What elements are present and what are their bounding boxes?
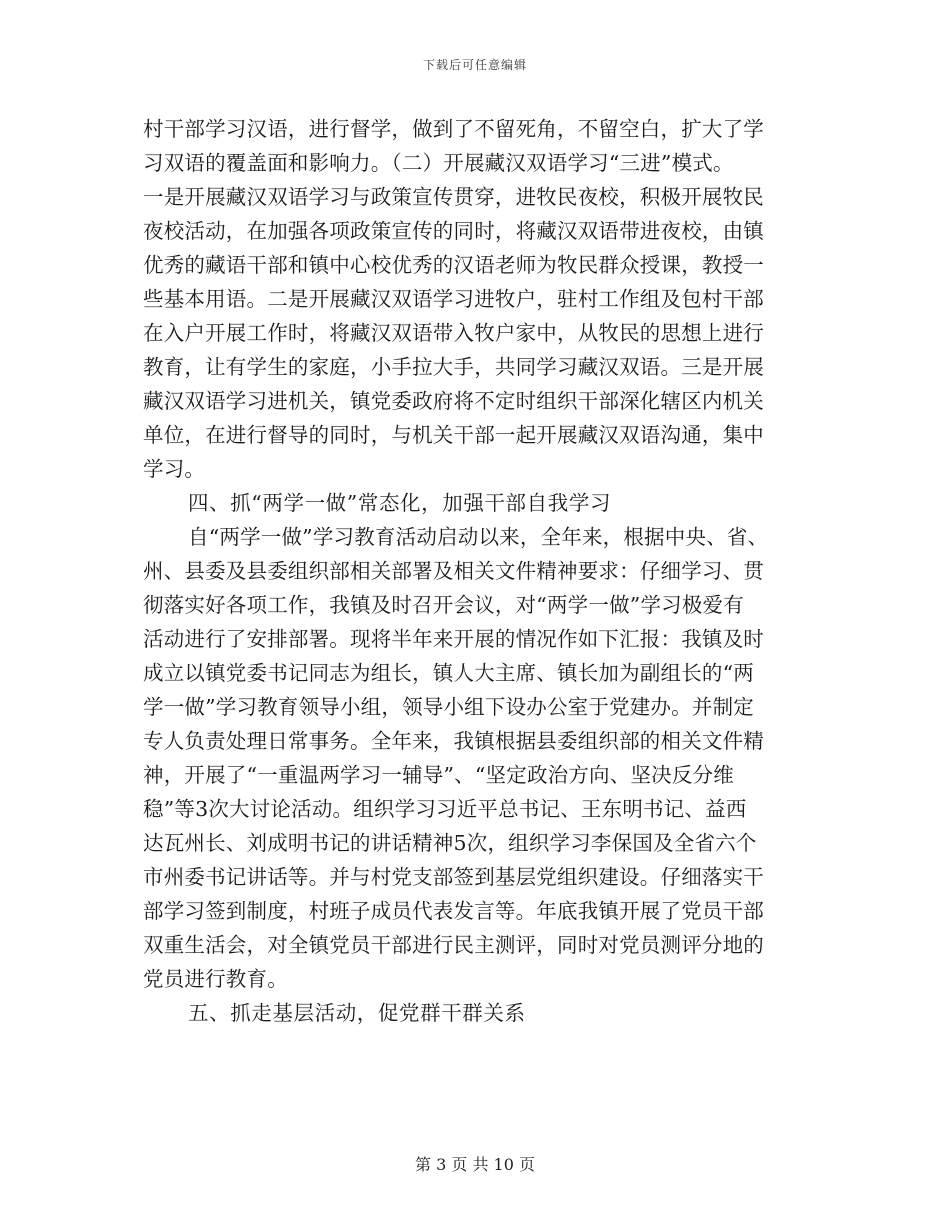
body-line: 党员进行教育。 xyxy=(143,967,288,991)
body-line: 习双语的覆盖面和影响力。（二）开展藏汉双语学习“三进”模式。 xyxy=(143,151,734,175)
body-line: 些基本用语。二是开展藏汉双语学习进牧户，驻村工作组及包村干部 xyxy=(143,287,764,311)
body-line: 州、县委及县委组织部相关部署及相关文件精神要求：仔细学习、贯 xyxy=(143,559,764,583)
body-line: 学习。 xyxy=(143,457,206,481)
body-line: 活动进行了安排部署。现将半年来开展的情况作如下汇报：我镇及时 xyxy=(143,627,764,651)
body-line: 双重生活会，对全镇党员干部进行民主测评，同时对党员测评分地的 xyxy=(143,933,764,957)
body-line: 一是开展藏汉双语学习与政策宣传贯穿，进牧民夜校，积极开展牧民 xyxy=(143,185,764,209)
body-line: 彻落实好各项工作，我镇及时召开会议，对“两学一做”学习极爱有 xyxy=(143,593,744,617)
body-line: 教育，让有学生的家庭，小手拉大手，共同学习藏汉双语。三是开展 xyxy=(143,355,764,379)
document-body xyxy=(143,112,805,1030)
body-line: 部学习签到制度，村班子成员代表发言等。年底我镇开展了党员干部 xyxy=(143,899,764,923)
body-line: 专人负责处理日常事务。全年来，我镇根据县委组织部的相关文件精 xyxy=(143,729,764,753)
body-line: 藏汉双语学习进机关，镇党委政府将不定时组织干部深化辖区内机关 xyxy=(143,389,764,413)
body-line: 达瓦州长、刘成明书记的讲话精神5次，组织学习李保国及全省六个 xyxy=(143,831,757,855)
body-line: 在入户开展工作时，将藏汉双语带入牧户家中，从牧民的思想上进行 xyxy=(143,321,764,345)
body-line: 神，开展了“一重温两学习一辅导”、“坚定政治方向、坚决反分维 xyxy=(143,763,734,787)
body-line: 优秀的藏语干部和镇中心校优秀的汉语老师为牧民群众授课，教授一 xyxy=(143,253,764,277)
body-line: 村干部学习汉语，进行督学，做到了不留死角，不留空白，扩大了学 xyxy=(143,117,764,141)
section-heading-4: 四、抓“两学一做”常态化，加强干部自我学习 xyxy=(188,491,612,515)
body-line: 学一做”学习教育领导小组，领导小组下设办公室于党建办。并制定 xyxy=(143,695,754,719)
body-line: 市州委书记讲话等。并与村党支部签到基层党组织建设。仔细落实干 xyxy=(143,865,764,889)
body-line: 稳”等3次大讨论活动。组织学习习近平总书记、王东明书记、益西 xyxy=(143,797,747,821)
paragraph-first-line: 自“两学一做”学习教育活动启动以来，全年来，根据中央、省、 xyxy=(188,525,769,549)
header-note: 下载后可任意编辑 xyxy=(422,58,527,72)
body-line: 单位，在进行督导的同时，与机关干部一起开展藏汉双语沟通，集中 xyxy=(143,423,764,447)
body-line: 成立以镇党委书记同志为组长，镇人大主席、镇长加为副组长的“两 xyxy=(143,661,754,685)
page-footer: 第 3 页 共 10 页 xyxy=(415,1155,535,1174)
body-line: 夜校活动，在加强各项政策宣传的同时，将藏汉双语带进夜校，由镇 xyxy=(143,219,764,243)
section-heading-5: 五、抓走基层活动，促党群干群关系 xyxy=(188,1001,526,1025)
